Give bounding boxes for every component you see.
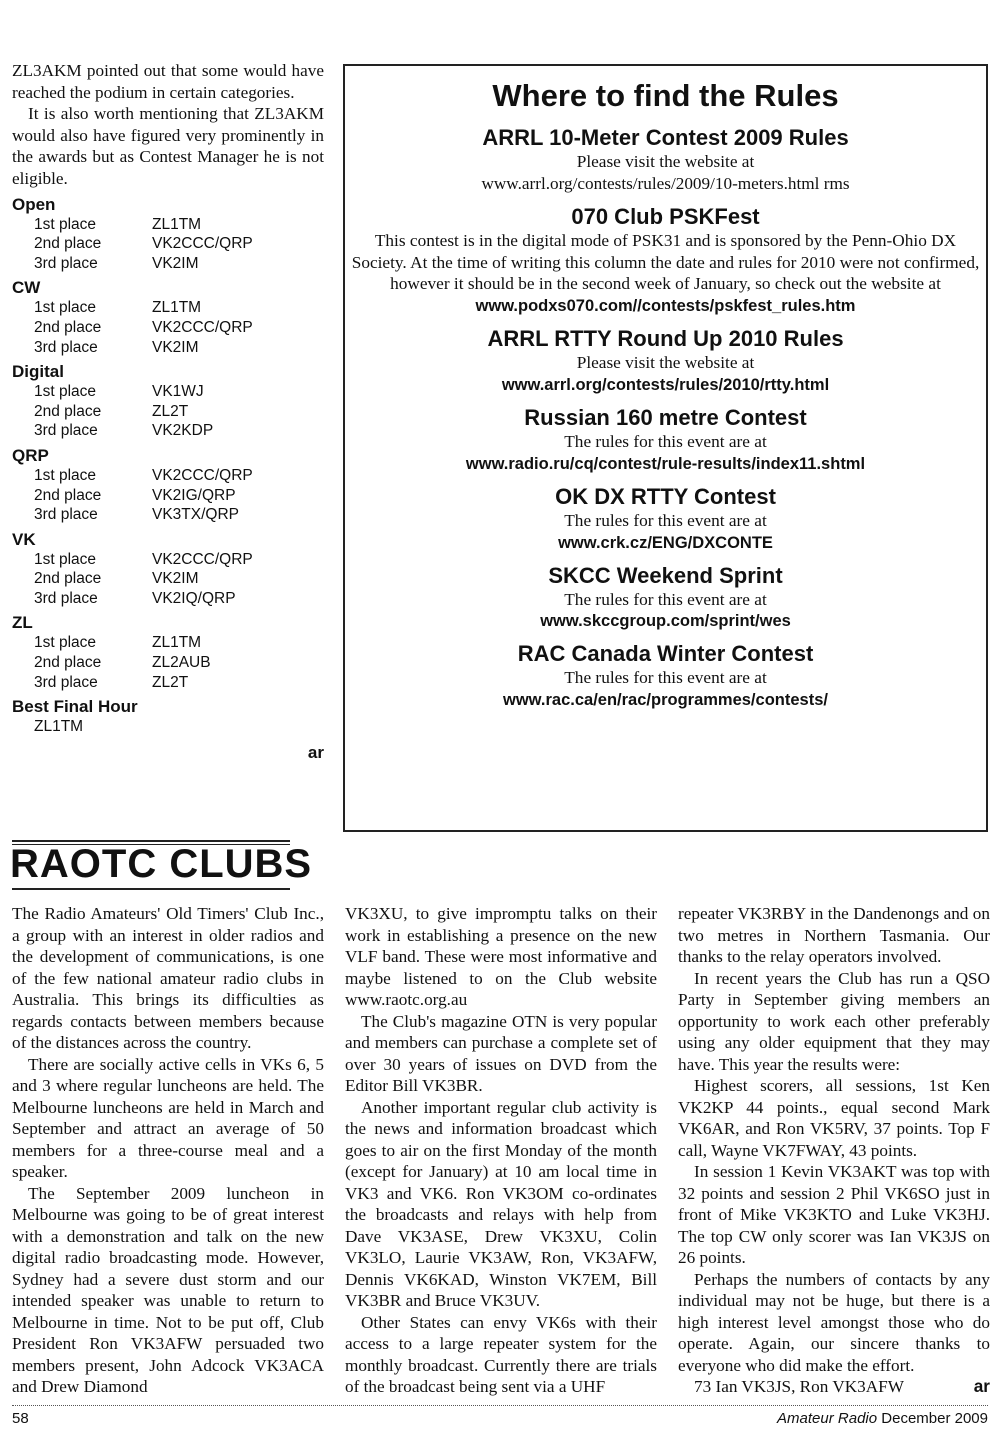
place-label: 3rd place <box>34 589 98 607</box>
article-column-3 <box>678 903 990 1398</box>
place-label: 3rd place <box>34 673 98 691</box>
result-row <box>12 402 324 422</box>
result-category <box>12 194 324 274</box>
callsign: VK2KDP <box>152 422 214 440</box>
section-heading: ARRL RTTY Round Up 2010 Rules <box>487 326 844 352</box>
callsign: ZL1TM <box>152 634 202 652</box>
end-mark: ar <box>973 1376 990 1396</box>
result-category <box>12 361 324 441</box>
article-paragraph: Perhaps the numbers of contacts by any individual may not be huge, but there is a high interest level amongst those who do operate. Again, our sincere thanks to everyone who did make the effort. <box>678 1269 990 1375</box>
section-text: Please visit the website at <box>576 152 755 171</box>
result-row <box>12 550 324 570</box>
callsign: ZL2AUB <box>152 654 211 672</box>
article-paragraph: The Club's magazine OTN is very popular and members can purchase a complete set of over 30 years of issues on DVD from the Editor Bill VK3BR. <box>345 1011 657 1095</box>
rules-url: www.arrl.org/contests/rules/2010/rtty.html <box>501 375 830 394</box>
section-text: The rules for this event are at <box>564 431 767 451</box>
rules-section <box>345 404 986 475</box>
section-text: The rules for this event are at <box>564 668 767 688</box>
intro-paragraph: ZL3AKM pointed out that some would have reached the podium in certain categories. <box>12 61 324 102</box>
category-title: VK <box>12 529 36 549</box>
callsign: VK3TX/QRP <box>152 506 239 524</box>
club-heading: RAOTC CLUBS <box>10 842 313 886</box>
place-label: 2nd place <box>34 318 102 336</box>
section-heading: RAC Canada Winter Contest <box>517 641 814 667</box>
category-title: CW <box>12 278 41 298</box>
contest-results-column <box>12 60 324 763</box>
rules-box <box>343 64 988 832</box>
result-row <box>12 633 324 653</box>
signature: 73 Ian VK3JS, Ron VK3AFW <box>694 1377 904 1396</box>
article-paragraph: repeater VK3RBY in the Dandenongs and on two metres in Northern Tasmania. Our thanks to the relay operators involved. <box>678 904 990 966</box>
rules-title: Where to find the Rules <box>492 78 839 113</box>
rules-url: www.radio.ru/cq/contest/rule-results/index11.shtml <box>465 454 866 473</box>
eligibility-paragraph: It is also worth mentioning that ZL3AKM would also have figured very prominently in the awards but as Contest Manager he is not eligible. <box>12 104 324 188</box>
heading-rule <box>12 888 290 890</box>
rules-url: www.podxs070.com//contests/pskfest_rules.htm <box>475 297 856 316</box>
callsign: VK2CCC/QRP <box>152 466 253 484</box>
callsign: ZL1TM <box>34 718 84 736</box>
end-mark: ar <box>307 742 324 762</box>
article-paragraph: There are socially active cells in VKs 6, 5 and 3 where regular luncheons are held. The Melbourne luncheons are held in March and September and attract an average of 50 members for a three-course meal and a speaker. <box>12 1054 324 1181</box>
rules-url: www.crk.cz/ENG/DXCONTE <box>558 533 773 552</box>
result-row <box>12 421 324 441</box>
place-label: 3rd place <box>34 422 98 440</box>
place-label: 1st place <box>34 634 97 652</box>
result-row <box>12 298 324 318</box>
rules-section <box>345 124 986 195</box>
rules-section <box>345 640 986 711</box>
place-label: 1st place <box>34 299 97 317</box>
result-category <box>12 612 324 692</box>
issue-date: December 2009 <box>881 1410 988 1427</box>
section-text: The rules for this event are at <box>564 510 767 530</box>
result-category <box>12 277 324 357</box>
section-heading: SKCC Weekend Sprint <box>548 562 783 588</box>
result-row <box>12 338 324 358</box>
article-column-1 <box>12 903 324 1398</box>
callsign: VK2IM <box>152 570 199 588</box>
rules-url: www.rac.ca/en/rac/programmes/contests/ <box>503 691 828 710</box>
place-label: 2nd place <box>34 654 102 672</box>
result-row <box>12 318 324 338</box>
section-heading: Russian 160 metre Contest <box>524 404 807 430</box>
callsign: ZL1TM <box>152 215 202 233</box>
result-row <box>12 673 324 693</box>
result-row <box>12 505 324 525</box>
place-label: 2nd place <box>34 486 102 504</box>
place-label: 1st place <box>34 383 97 401</box>
result-row <box>12 234 324 254</box>
rules-section <box>345 203 986 317</box>
callsign: VK2IQ/QRP <box>152 589 236 607</box>
section-text: This contest is in the digital mode of PSK31 and is sponsored by the Penn-Ohio DX Society. At the time of writing this column the date and rules for 2010 were not confirmed, however it should be in the second week of January, so check out the website at <box>351 230 980 294</box>
article-paragraph: The September 2009 luncheon in Melbourne was going to be of great interest with a demonstration and talk on the new digital radio broadcasting mode. However, Sydney had a severe dust storm and our intended speaker was unable to return to Melbourne in time. Not to be put off, Club President Ron VK3AFW persuaded two members present, John Adcock VK3ACA and Drew Diamond <box>12 1183 324 1396</box>
category-title: Open <box>12 194 56 214</box>
place-label: 1st place <box>34 215 97 233</box>
rules-section <box>345 562 986 633</box>
place-label: 2nd place <box>34 235 102 253</box>
place-label: 3rd place <box>34 338 98 356</box>
category-title: Best Final Hour <box>12 697 138 717</box>
place-label: 1st place <box>34 550 97 568</box>
result-row <box>12 569 324 589</box>
callsign: VK2CCC/QRP <box>152 235 253 253</box>
article-paragraph: The Radio Amateurs' Old Timers' Club Inc., a group with an interest in older radios and the development of communications, is one of the few national amateur radio clubs in Australia. This brings its difficulties as regards contacts between members because of the distances across the country. <box>12 904 324 1052</box>
result-row <box>12 717 324 737</box>
rules-section <box>345 483 986 554</box>
results-list <box>12 194 324 693</box>
rules-sections <box>345 124 986 711</box>
place-label: 2nd place <box>34 402 102 420</box>
section-heading: ARRL 10-Meter Contest 2009 Rules <box>482 125 849 150</box>
category-title: Digital <box>12 362 64 382</box>
article-paragraph: VK3XU, to give impromptu talks on their work in establishing a presence on the new VLF band. These were most informative and maybe listened to on the Club website www.raotc.org.au <box>345 904 657 1009</box>
section-heading: OK DX RTTY Contest <box>555 483 776 509</box>
article-column-2 <box>345 903 657 1398</box>
best-final-hour <box>12 696 324 737</box>
callsign: ZL2T <box>152 673 189 691</box>
callsign: VK2IM <box>152 338 199 356</box>
callsign: ZL1TM <box>152 299 202 317</box>
magazine-name: Amateur Radio <box>777 1410 878 1427</box>
rules-url: www.skccgroup.com/sprint/wes <box>540 612 791 631</box>
callsign: VK2CCC/QRP <box>152 550 253 568</box>
section-heading: 070 Club PSKFest <box>571 203 760 229</box>
signature-line <box>678 1376 990 1398</box>
place-label: 1st place <box>34 466 97 484</box>
category-title: QRP <box>12 445 49 465</box>
article-paragraph: Another important regular club activity is the news and information broadcast which goes to air on the first Monday of the month (except for January) at 10 am local time in VK3 and VK6. Ron VK3OM co-ordinates the broadcasts and relays with help from Dave VK3ASE, Drew VK3XU, Colin VK3LO, Laurie VK3AW, Ron, VK3AFW, Dennis VK6KAD, Winston VK7EM, Bill VK3BR and Bruce VK3UV. <box>345 1097 657 1310</box>
category-title: ZL <box>12 613 33 633</box>
result-row <box>12 653 324 673</box>
place-label: 2nd place <box>34 570 102 588</box>
section-text: Please visit the website at <box>576 353 755 373</box>
result-row <box>12 382 324 402</box>
section-text: The rules for this event are at <box>564 589 767 609</box>
callsign: VK2IM <box>152 254 199 272</box>
footer-divider <box>12 1405 988 1406</box>
article-paragraph: In session 1 Kevin VK3AKT was top with 32 points and session 2 Phil VK6SO just in front of Mike VK3KTO and Luke VK3HJ. The top CW only scorer was Ian VK3JS on 26 points. <box>678 1162 990 1267</box>
callsign: ZL2T <box>152 402 189 420</box>
callsign: VK2IG/QRP <box>152 486 236 504</box>
result-row <box>12 215 324 235</box>
rules-section <box>345 325 986 396</box>
callsign: VK1WJ <box>152 383 204 401</box>
rules-url: www.arrl.org/contests/rules/2009/10-meters.html rms <box>481 173 850 193</box>
magazine-footer <box>777 1410 988 1427</box>
place-label: 3rd place <box>34 506 98 524</box>
page-number: 58 <box>12 1410 29 1427</box>
callsign: VK2CCC/QRP <box>152 318 253 336</box>
result-row <box>12 486 324 506</box>
article-paragraph: Highest scorers, all sessions, 1st Ken VK2KP 44 points., equal second Mark VK6AR, and Ron VK5RV, 37 points. Top F call, Wayne VK7FWAY, 43 points. <box>678 1076 990 1160</box>
place-label: 3rd place <box>34 254 98 272</box>
result-category <box>12 445 324 525</box>
result-row <box>12 254 324 274</box>
result-row <box>12 589 324 609</box>
result-row <box>12 466 324 486</box>
article-paragraph: In recent years the Club has run a QSO Party in September giving members an opportunity to work each other preferably using any older equipment that they may have. This year the results were: <box>678 968 990 1074</box>
article-paragraph: Other States can envy VK6s with their access to a large repeater system for the monthly broadcast. Currently there are trials of the broadcast being sent via a UHF <box>345 1312 657 1396</box>
result-category <box>12 529 324 609</box>
